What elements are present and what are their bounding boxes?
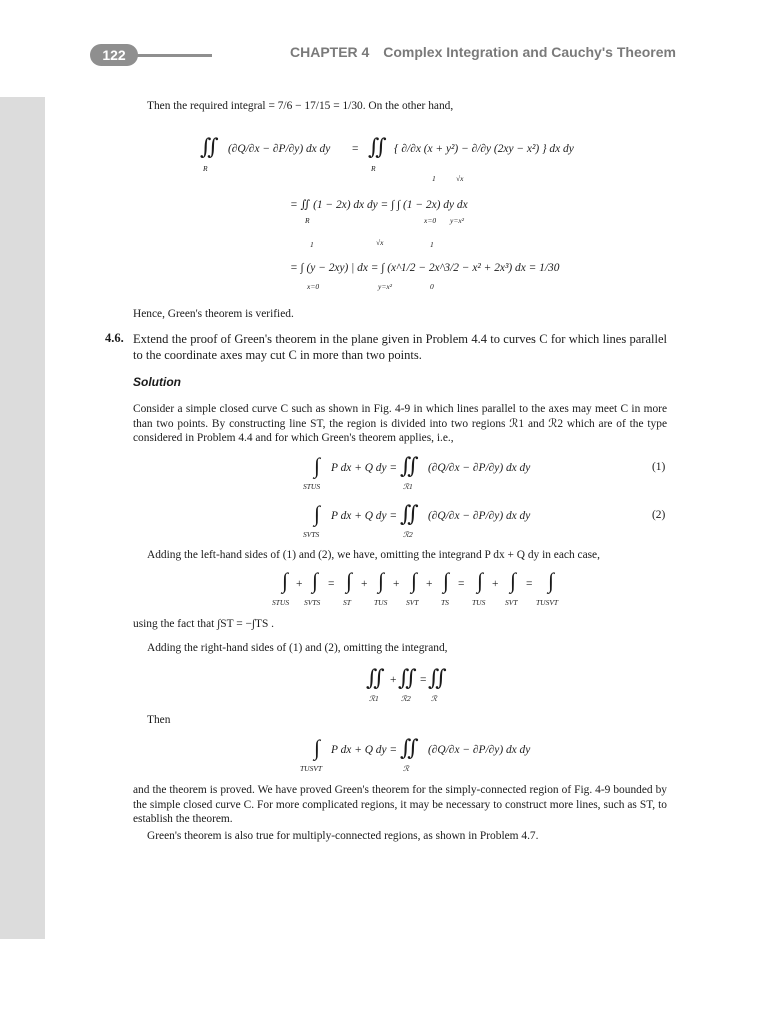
op: = bbox=[458, 578, 465, 590]
intro-line: Then the required integral = 7/6 − 17/15 = 1/30. On the other hand, bbox=[147, 100, 454, 112]
page-side-margin bbox=[0, 97, 45, 939]
region-label: R bbox=[305, 216, 310, 225]
op: + bbox=[361, 578, 368, 590]
limit-lower: y=x² bbox=[378, 282, 392, 291]
op: + bbox=[393, 578, 400, 590]
op: = bbox=[420, 674, 427, 686]
op: + bbox=[492, 578, 499, 590]
integral-sign: ∫ bbox=[314, 735, 321, 760]
problem-statement: Extend the proof of Green's theorem in the plane given in Problem 4.4 to curves C for which lines parallel to the coordinate axes may cut C in more than two points. bbox=[133, 332, 667, 362]
limit-upper: 1 bbox=[430, 240, 434, 249]
path-label: TUSVT bbox=[536, 598, 559, 607]
integral-sign: ∫ bbox=[378, 568, 385, 593]
equation-number: (2) bbox=[652, 509, 666, 521]
double-integral-sign: ∬ bbox=[400, 735, 419, 760]
integral-sign: ∫ bbox=[314, 453, 321, 478]
path-label: SVT bbox=[505, 598, 518, 607]
path-label: SVT bbox=[406, 598, 419, 607]
final-lhs: P dx + Q dy = bbox=[331, 744, 398, 756]
integral-sign: ∫ bbox=[477, 568, 484, 593]
region-label: ℛ1 bbox=[403, 482, 413, 491]
path-label: ST bbox=[343, 598, 351, 607]
region-label: R bbox=[203, 164, 208, 173]
adding-left-line: Adding the left-hand sides of (1) and (2), we have, omitting the integrand P dx + Q dy in each case, bbox=[147, 549, 600, 561]
page-number-badge: 122 bbox=[90, 44, 138, 66]
final-note: Green's theorem is also true for multiply-connected regions, as shown in Problem 4.7. bbox=[147, 830, 539, 842]
region-label: ℛ bbox=[431, 694, 437, 703]
path-label: TUS bbox=[472, 598, 486, 607]
problem-number: 4.6. bbox=[105, 331, 124, 345]
eq-line1-rhs: { ∂/∂x (x + y²) − ∂/∂y (2xy − x²) } dx dy bbox=[394, 143, 574, 155]
path-label: TUS bbox=[374, 598, 388, 607]
region-label: ℛ2 bbox=[401, 694, 411, 703]
eq-line1-lhs: (∂Q/∂x − ∂P/∂y) dx dy bbox=[228, 143, 331, 155]
header-rule bbox=[136, 54, 212, 57]
limit-upper: √x bbox=[376, 238, 384, 247]
op: = bbox=[328, 578, 335, 590]
running-head bbox=[290, 44, 676, 60]
eq2-lhs: P dx + Q dy = bbox=[331, 510, 398, 522]
eq1-rhs: (∂Q/∂x − ∂P/∂y) dx dy bbox=[428, 462, 531, 474]
region-label: R bbox=[371, 164, 376, 173]
region-label: ℛ1 bbox=[369, 694, 379, 703]
then-line: Then bbox=[147, 714, 171, 726]
integral-sign: ∫ bbox=[314, 501, 321, 526]
eq1-lhs: P dx + Q dy = bbox=[331, 462, 398, 474]
conclusion-paragraph: and the theorem is proved. We have proved Green's theorem for the simply-connected region of Fig. 4-9 bounded by the simple closed curve C. For more complicated regions, it may be necessary to construct more lines, such as ST, to establish the theorem. bbox=[133, 784, 667, 826]
chapter-title: Complex Integration and Cauchy's Theorem bbox=[383, 44, 676, 60]
limit-lower: x=0 bbox=[307, 282, 320, 291]
integral-sign: ∫ bbox=[510, 568, 517, 593]
double-integral-sign: ∬ bbox=[428, 665, 447, 690]
limit-upper: 1 bbox=[432, 174, 436, 183]
op: + bbox=[426, 578, 433, 590]
op: + bbox=[296, 578, 303, 590]
limit-lower: y=x² bbox=[450, 216, 464, 225]
integral-sign: ∫ bbox=[282, 568, 289, 593]
op: + bbox=[390, 674, 397, 686]
final-rhs: (∂Q/∂x − ∂P/∂y) dx dy bbox=[428, 744, 531, 756]
double-integral-sign: ∬ bbox=[366, 665, 385, 690]
double-integral-sign: ∬ bbox=[400, 453, 419, 478]
eq-equals: = bbox=[352, 143, 359, 155]
double-integral-sign: ∬ bbox=[398, 665, 417, 690]
path-label: TUSVT bbox=[300, 764, 323, 773]
equation-number: (1) bbox=[652, 461, 666, 473]
path-label: SVTS bbox=[303, 530, 320, 539]
double-integral-sign: ∬ bbox=[368, 134, 387, 159]
integral-sign: ∫ bbox=[548, 568, 555, 593]
chapter-label: CHAPTER 4 bbox=[290, 44, 370, 60]
limit-lower: x=0 bbox=[424, 216, 437, 225]
path-label: SVTS bbox=[304, 598, 321, 607]
limit-lower: 0 bbox=[430, 282, 434, 291]
path-label: STUS bbox=[303, 482, 321, 491]
op: = bbox=[526, 578, 533, 590]
integral-sign: ∫ bbox=[443, 568, 450, 593]
path-label: STUS bbox=[272, 598, 290, 607]
double-integral-sign: ∬ bbox=[400, 501, 419, 526]
verified-line: Hence, Green's theorem is verified. bbox=[133, 308, 294, 320]
adding-right-line: Adding the right-hand sides of (1) and (2), omitting the integrand, bbox=[147, 642, 448, 654]
eq-line3: = ∫ (y − 2xy) | dx = ∫ (x^1/2 − 2x^3/2 − x² + 2x³) dx = 1/30 bbox=[290, 262, 560, 274]
eq2-rhs: (∂Q/∂x − ∂P/∂y) dx dy bbox=[428, 510, 531, 522]
limit-upper: √x bbox=[456, 174, 464, 183]
solution-label: Solution bbox=[133, 375, 181, 389]
using-fact-line: using the fact that ∫ST = −∫TS . bbox=[133, 618, 274, 630]
region-label: ℛ2 bbox=[403, 530, 413, 539]
double-integral-sign: ∬ bbox=[200, 134, 219, 159]
integral-sign: ∫ bbox=[411, 568, 418, 593]
region-label: ℛ bbox=[403, 764, 409, 773]
solution-paragraph: Consider a simple closed curve C such as shown in Fig. 4-9 in which lines parallel to the axes may meet C in more than two points. By constructing line ST, the region is divided into two regions ℛ1 and ℛ2 which are of the type considered in Problem 4.4 and for which Green's theorem applies, i.e., bbox=[133, 403, 667, 445]
path-label: TS bbox=[441, 598, 449, 607]
integral-sign: ∫ bbox=[346, 568, 353, 593]
limit-upper: 1 bbox=[310, 240, 314, 249]
eq-line2: = ∬ (1 − 2x) dx dy = ∫ ∫ (1 − 2x) dy dx bbox=[290, 199, 468, 211]
integral-sign: ∫ bbox=[312, 568, 319, 593]
